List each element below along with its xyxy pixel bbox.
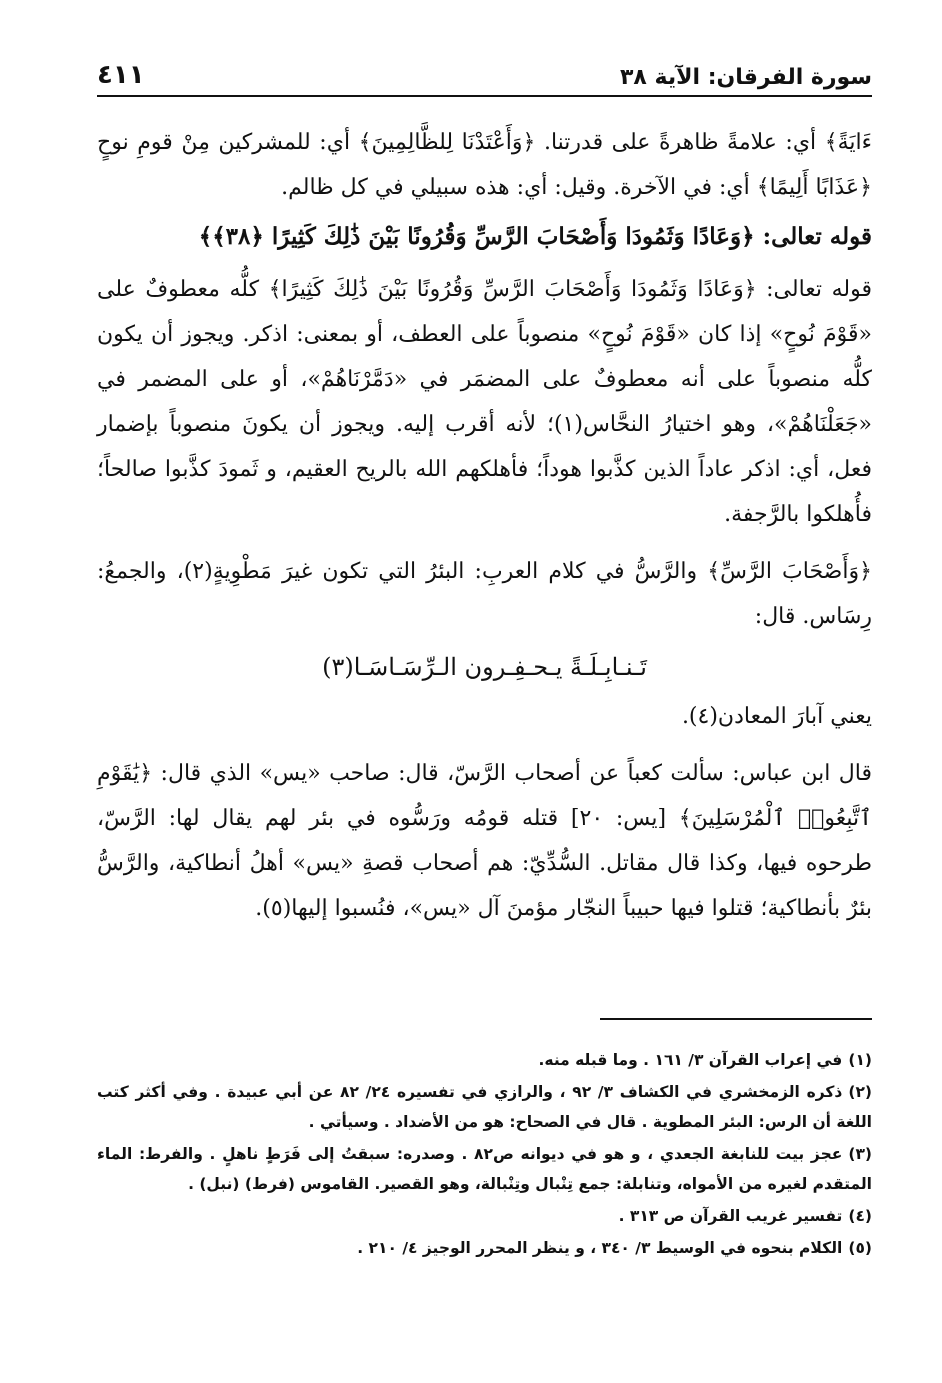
footnote-number: (٢) [848,1083,872,1101]
verse-heading: قوله تعالى: ﴿وَعَادًا وَثَمُودَا وَأَصْحَابَ الرَّسِّ وَقُرُونًا بَيْنَ ذَٰلِكَ كَثِيرًا ﴿٣٨﴾﴾ [198,223,872,250]
paragraph-2: قوله تعالى: ﴿وَعَادًا وَثَمُودَا وَأَصْحَابَ الرَّسِّ وَقُرُونًا بَيْنَ ذَٰلِكَ كَثِيرًا﴾ كلُّه معطوفٌ على «قَوْمَ نُوحٍ» إذا كان «قَوْمَ نُوحٍ» منصوباً على العطف، أو بمعنى: اذكر. ويجوز أن يكون كلُّه منصوباً على أنه معطوفٌ على المضمَر في «دَمَّرْنَاهُمْ»، أو على المضمر في «جَعَلْنَاهُمْ»، وهو اختيارُ النحَّاس(١)؛ لأنه أقرب إليه. ويجوز أن يكونَ منصوباً بإضمار فعل، أي: اذكر عاداً الذين كذَّبوا هوداً؛ فأهلكهم الله بالريح العقيم، و ثَمودَ كذَّبوا صالحاً؛ فأُهلكوا بالرَّجفة. [97,277,873,527]
poem-line: تَـنـابِـلَـةً يـحـفِـرون الـرِّسَـاسَـا(٣) [322,653,647,681]
footnote [97,1233,872,1263]
footnote-text: في إعراب القرآن ٣/ ١٦١ . وما قبله منه. [538,1051,843,1069]
footnote [97,1045,872,1075]
main-text [97,120,872,931]
paragraph-5: قال ابن عباس: سألت كعباً عن أصحاب الرَّسّ، قال: صاحب «يس» الذي قال: ﴿يَٰقَوْمِ ٱتَّبِعُوا۟ ٱلْمُرْسَلِينَ﴾ [يس: ٢٠] قتله قومُه ورَسُّوه في بئر لهم يقال لها: الرَّسّ، طرحوه فيها، وكذا قال مقاتل. السُّدِّيّ: هم أصحاب قصةِ «يس» أهلُ أنطاكية، والرَّسُّ بئرٌ بأنطاكية؛ قتلوا فيها حبيباً النجّار مؤمنَ آل «يس»، فنُسبوا إليها(٥). [97,761,873,921]
running-title: سورة الفرقان: الآية ٣٨ [619,65,872,90]
footnote-number: (٣) [848,1145,872,1163]
footnote-text: عجز بيت للنابغة الجعدي ، و هو في ديوانه ص٨٢ . وصدره: سبقتُ إلى فَرَطٍ ناهلٍ . والفرط: الماء المتقدم لغيره من الأمواه، وتنابلة: جمع تِنْبال وتِنْبالة، وهو القصير. القاموس (فرط) (نبل) . [97,1145,872,1193]
footnote-text: تفسير غريب القرآن ص ٣١٣ . [618,1207,843,1225]
page-number: ٤١١ [97,60,145,90]
paragraph-1: ءَايَةً﴾ أي: علامةً ظاهرةً على قدرتنا. ﴿وَأَعْتَدْنَا لِلظَّالِمِينَ﴾ أي: للمشركين مِنْ قومِ نوحٍ ﴿عَذَابًا أَلِيمًا﴾ أي: في الآخرة. وقيل: أي: هذه سبيلي في كل ظالم. [97,130,872,200]
footnote-text: ذكره الزمخشري في الكشاف ٣/ ٩٢ ، والرازي في تفسيره ٢٤/ ٨٢ عن أبي عبيدة . وفي أكثر كتب اللغة أن الرس: البئر المطوية . قال في الصحاح: هو من الأضداد . وسيأتي . [97,1083,872,1131]
page-header [97,50,872,90]
footnote-number: (١) [848,1051,872,1069]
footnote-text: الكلام بنحوه في الوسيط ٣/ ٣٤٠ ، و ينظر المحرر الوجيز ٤/ ٢١٠ . [357,1239,843,1257]
footnote-rule [600,1018,872,1020]
footnote [97,1077,872,1137]
footnotes [97,1045,872,1265]
footnote-number: (٥) [848,1239,872,1257]
paragraph-4: يعني آبارَ المعادن(٤). [681,704,872,729]
footnote-number: (٤) [848,1207,872,1225]
paragraph-3: ﴿وَأَصْحَابَ الرَّسِّ﴾ والرَّسُّ في كلام العربِ: البئرُ التي تكون غيرَ مَطْوِيةٍ(٢)، والجمعُ: رِسَاس. قال: [97,559,872,629]
footnote [97,1139,872,1199]
footnote [97,1201,872,1231]
header-rule [97,95,872,97]
